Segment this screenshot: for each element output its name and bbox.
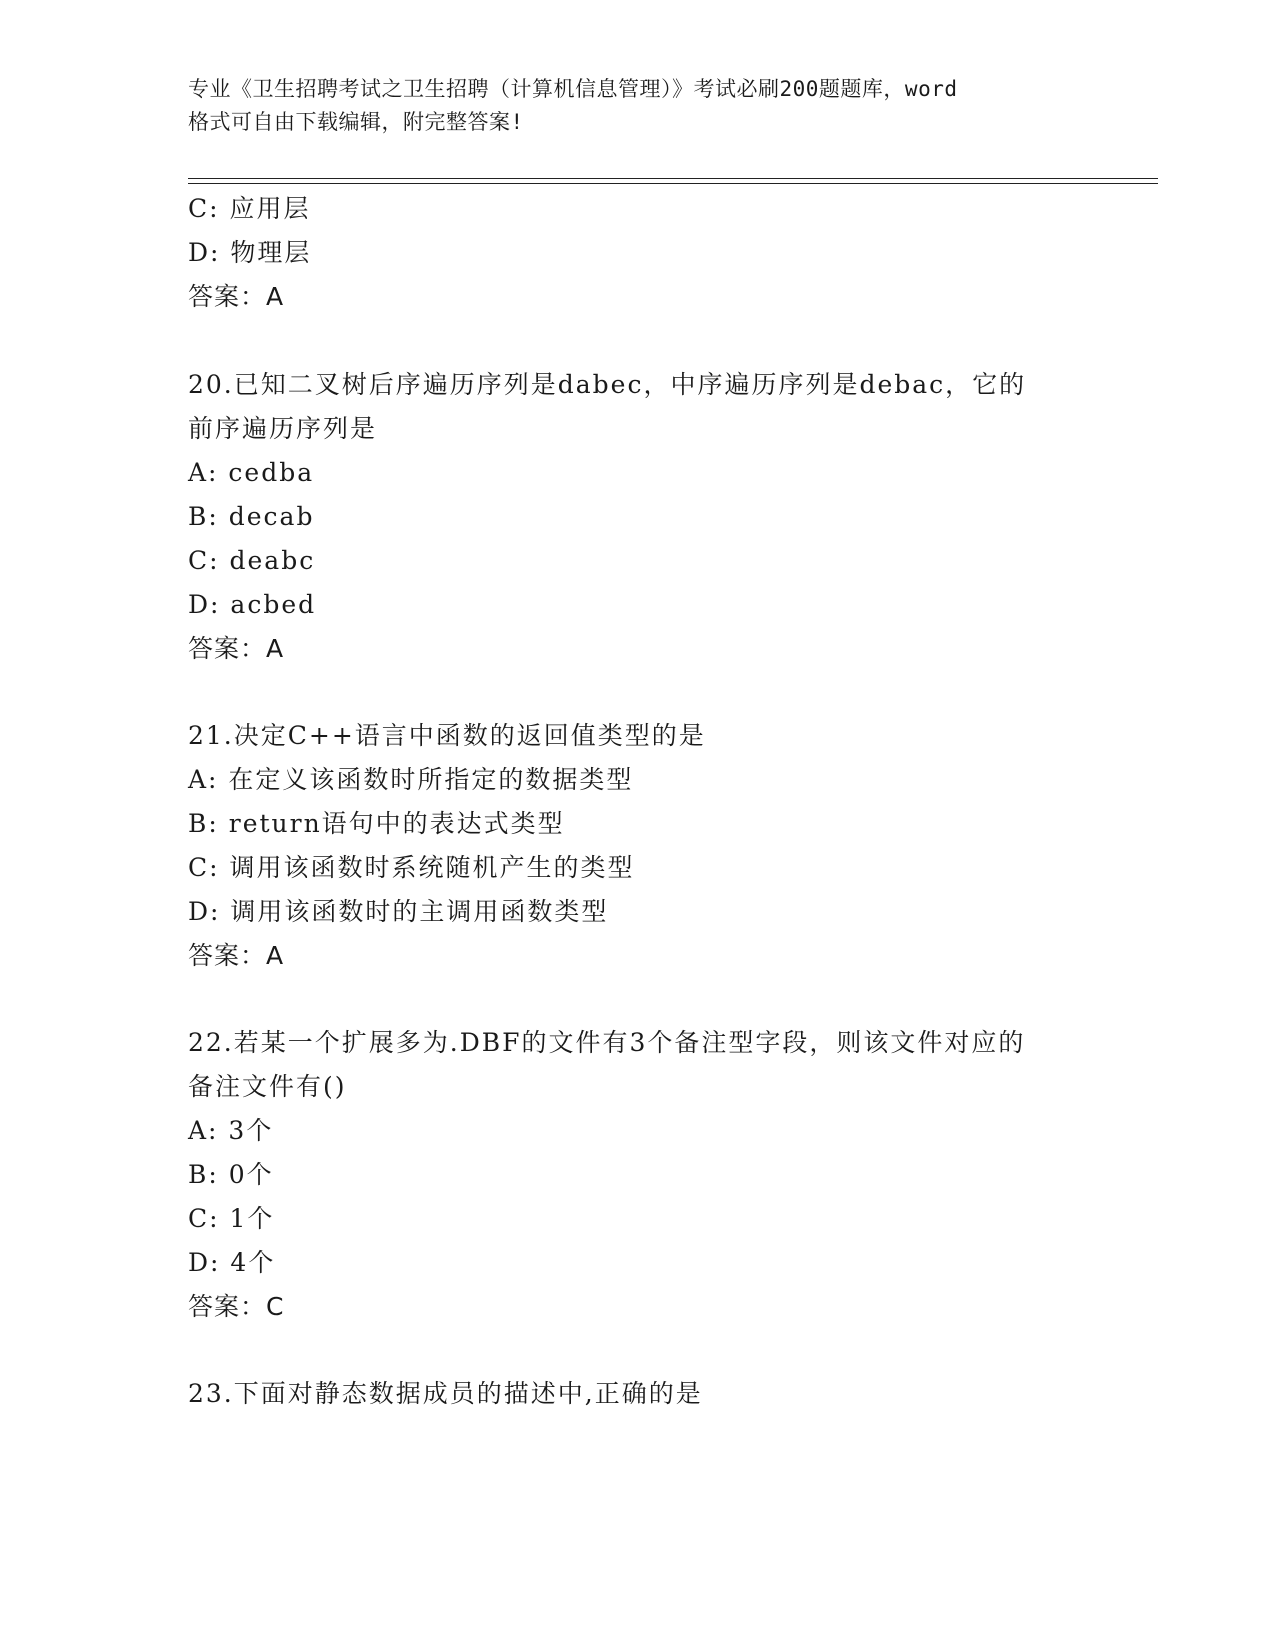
q20-option-c: C: deabc [188,546,316,575]
q22-option-d: D: 4个 [188,1248,276,1277]
q21-option-d: D: 调用该函数时的主调用函数类型 [188,897,609,926]
q22-answer: 答案：C [188,1292,285,1321]
header-divider-top [188,178,1158,179]
q20-option-a: A: cedba [188,458,315,487]
header-line-1: 专业《卫生招聘考试之卫生招聘（计算机信息管理）》考试必刷200题题库，word [188,77,958,101]
q20-stem-line-1: 20.已知二叉树后序遍历序列是dabec，中序遍历序列是debac，它的 [188,370,1027,399]
q20-stem-line-2: 前序遍历序列是 [188,414,378,443]
q22-option-c: C: 1个 [188,1204,275,1233]
header-divider-bottom [188,183,1158,184]
q19-option-c: C: 应用层 [188,194,311,223]
q20-option-d: D: acbed [188,590,317,619]
q19-answer: 答案：A [188,282,285,311]
q21-option-c: C: 调用该函数时系统随机产生的类型 [188,853,635,882]
q21-option-a: A: 在定义该函数时所指定的数据类型 [188,765,634,794]
q21-answer: 答案：A [188,941,285,970]
q22-stem-line-2: 备注文件有() [188,1072,347,1101]
q22-stem-line-1: 22.若某一个扩展多为.DBF的文件有3个备注型字段，则该文件对应的 [188,1028,1026,1057]
header-line-2: 格式可自由下载编辑，附完整答案! [188,110,524,134]
q21-stem: 21.决定C++语言中函数的返回值类型的是 [188,721,706,750]
q22-option-b: B: 0个 [188,1160,274,1189]
q19-option-d: D: 物理层 [188,238,312,267]
q22-option-a: A: 3个 [188,1116,274,1145]
q20-answer: 答案：A [188,634,285,663]
q21-option-b: B: return语句中的表达式类型 [188,809,565,838]
document-header [188,73,1088,139]
q23-stem: 23.下面对静态数据成员的描述中,正确的是 [188,1379,703,1408]
q20-option-b: B: decab [188,502,315,531]
